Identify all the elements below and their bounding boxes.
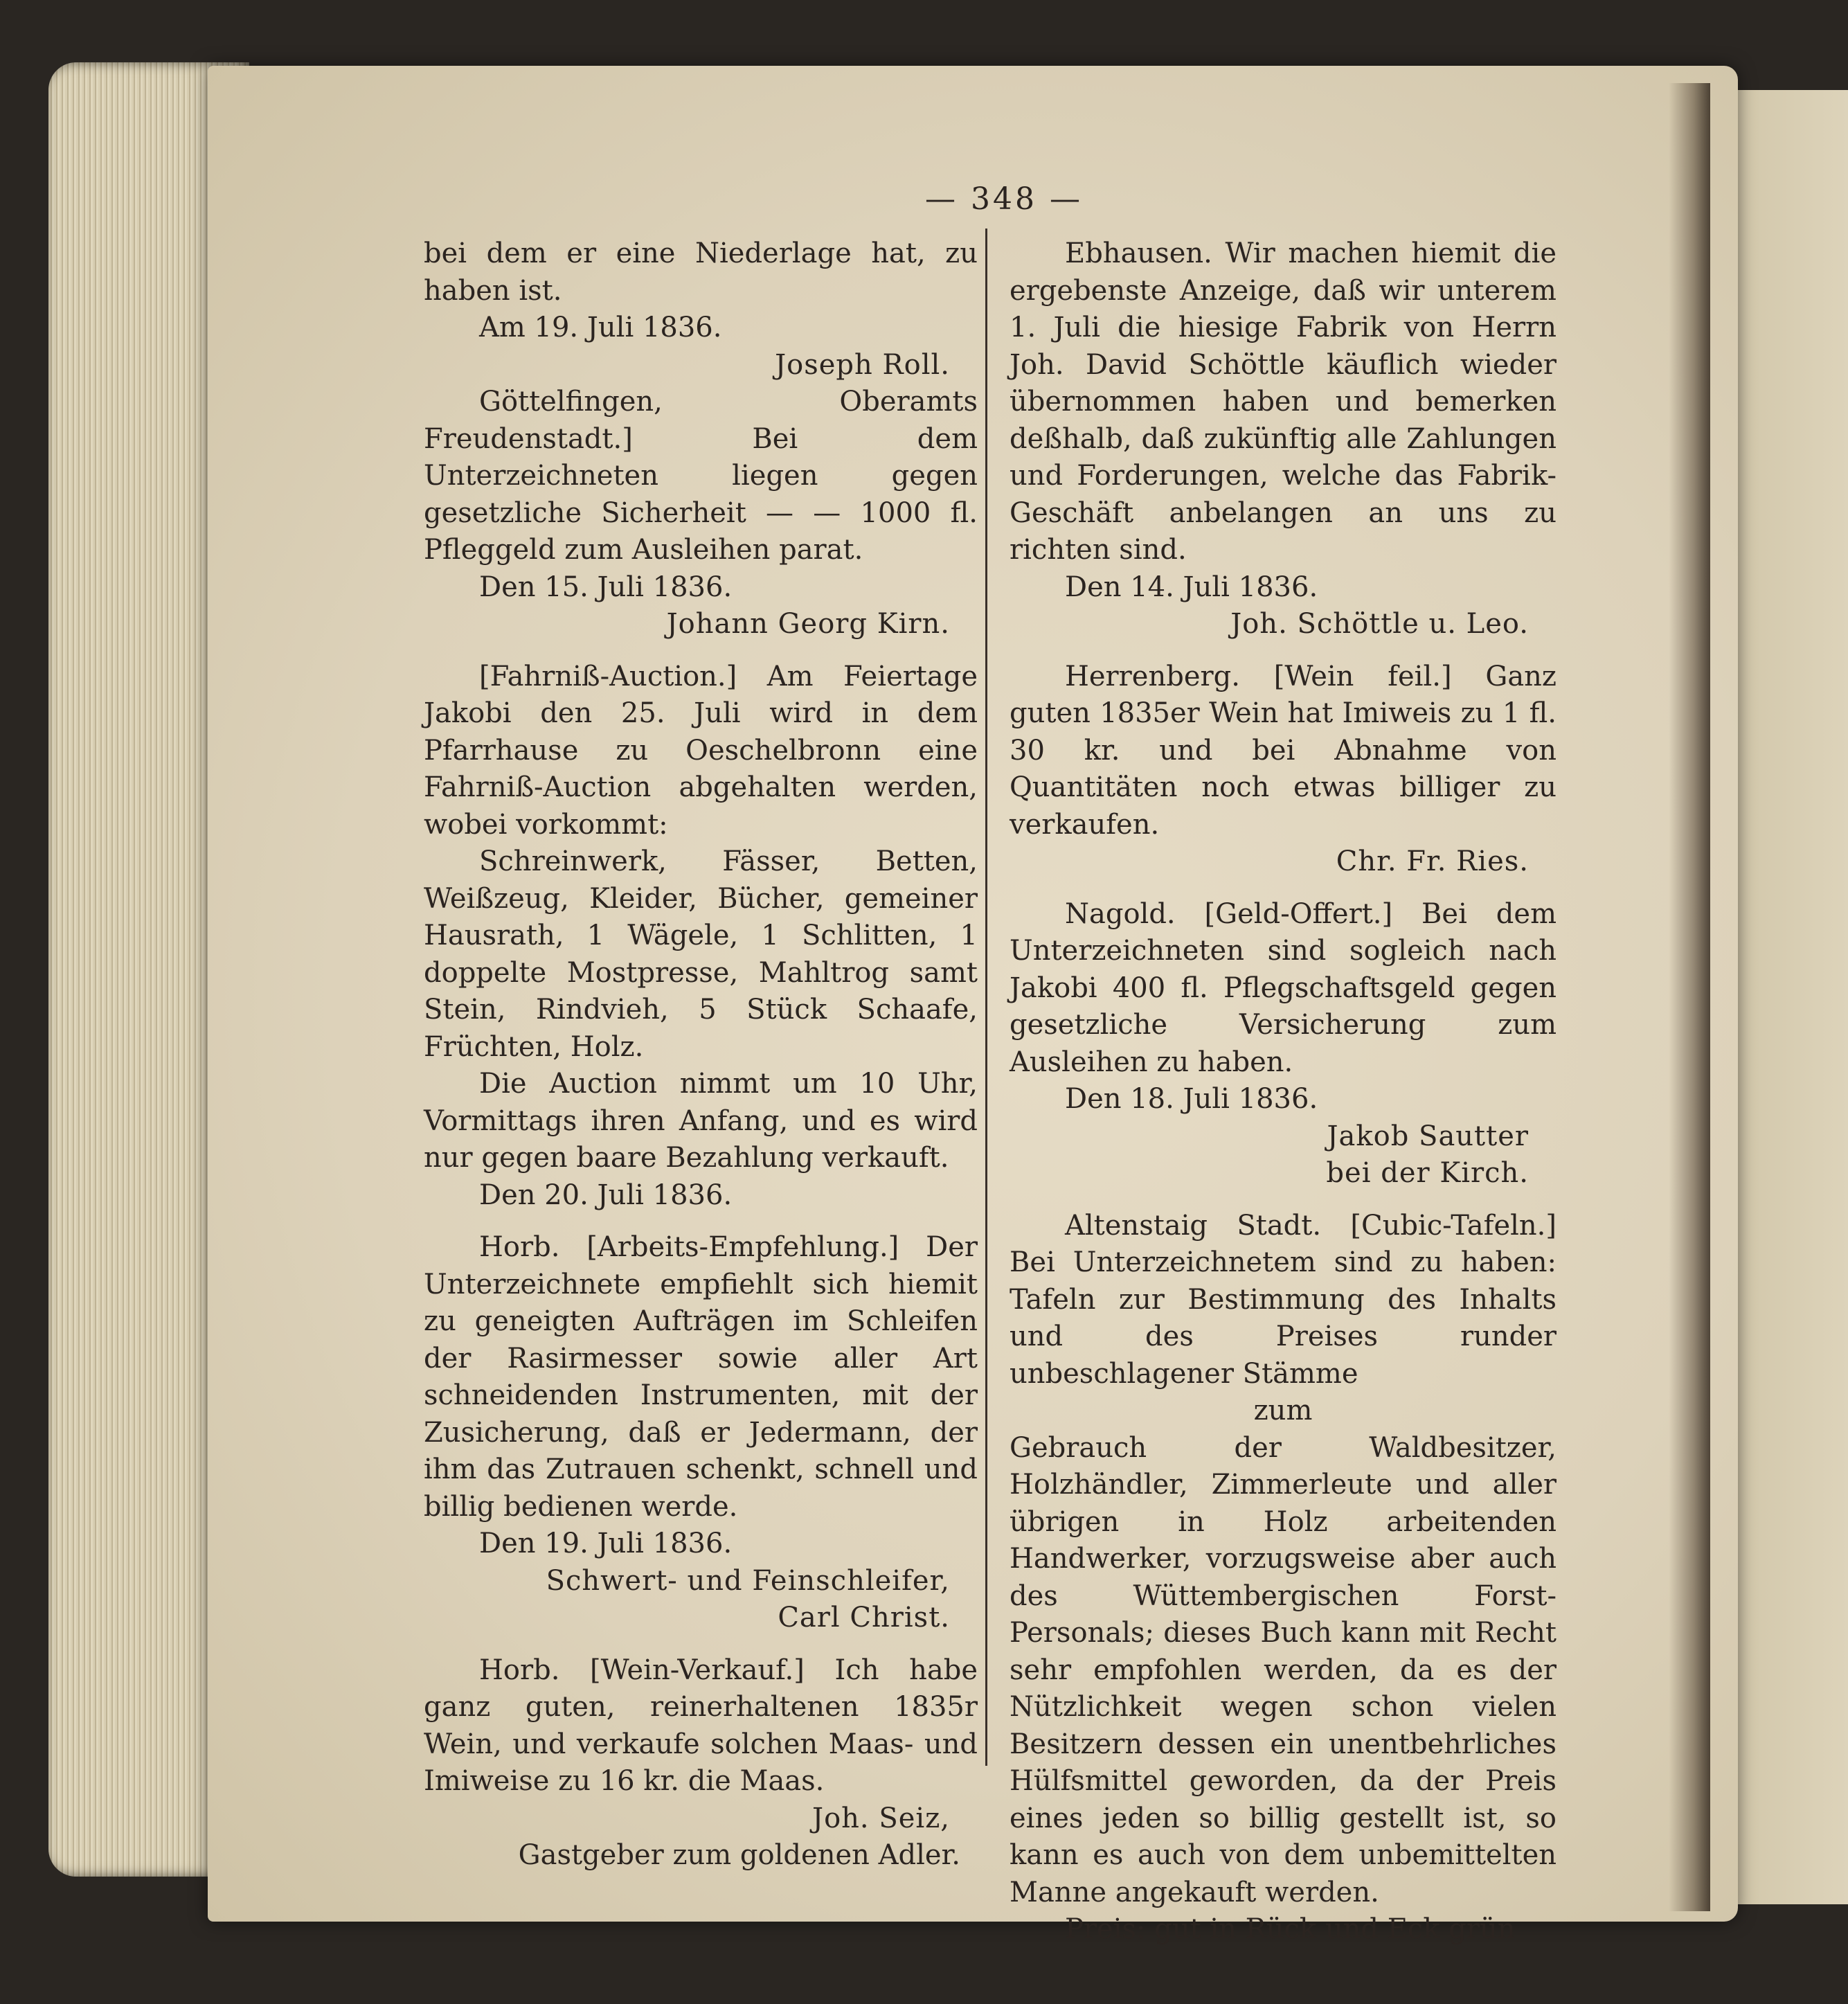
right-column-paragraph: Gebrauch der Waldbesitzer, Holzhändler, Zimmerleute und aller übrigen in Holz arbeitenden Handwerker, vorzugsweise aber auch des Wüttembergischen Forst-Personals; dieses Buch kann mit Recht sehr empfohlen werden, da es der Nützlichkeit wegen schon vielen Besitzern dessen ein unentbehrliches Hülfsmittel geworden, da der Preis eines jeden so billig gestellt ist, so kann es auch von dem unbemittelten Manne angekauft werden. <box>1010 1431 1557 1908</box>
right-column-paragraph: Den 14. Juli 1836. <box>1065 571 1318 603</box>
left-column <box>424 235 978 1875</box>
left-column-paragraph: Den 15. Juli 1836. <box>479 571 733 603</box>
left-column-paragraph: Carl Christ. <box>778 1602 950 1634</box>
left-column-paragraph: Den 19. Juli 1836. <box>479 1528 733 1559</box>
right-column-paragraph: Preis: gut in Rück und Eck grün <box>1065 1913 1516 1945</box>
right-column-paragraph: bei der Kirch. <box>1326 1157 1529 1189</box>
left-column-paragraph: Gastgeber zum goldenen Adler. <box>518 1839 960 1871</box>
right-column-paragraph: Jakob Sautter <box>1327 1120 1529 1152</box>
left-column-paragraph: Göttelfingen, Oberamts Freudenstadt.] Bei dem Unterzeichneten liegen gegen gesetzliche Sicherheit — — 1000 fl. Pfleggeld zum Ausleihen parat. <box>424 386 978 566</box>
right-column-paragraph: Ebhausen. Wir machen hiemit die ergebenste Anzeige, daß wir unterem 1. Juli die hiesige Fabrik von Herrn Joh. David Schöttle käuflich wieder übernommen haben und bemerken deßhalb, daß zukünftig alle Zahlungen und Forderungen, welche das Fabrik-Geschäft anbelangen an uns zu richten sind. <box>1010 238 1557 566</box>
right-column-paragraph: zum <box>1253 1395 1313 1426</box>
right-column-paragraph: Chr. Fr. Ries. <box>1336 846 1529 877</box>
column-divider <box>985 229 987 1766</box>
left-column-paragraph: Horb. [Wein-Verkauf.] Ich habe ganz guten, reinerhaltenen 1835r Wein, und verkaufe solchen Maas- und Imiweise zu 16 kr. die Maas. <box>424 1654 978 1797</box>
right-column-paragraph: Joh. Schöttle u. Leo. <box>1230 608 1529 640</box>
book-gutter-shadow <box>1669 83 1710 1911</box>
page-number: — 348 — <box>925 181 1083 217</box>
right-column-paragraph: Den 18. Juli 1836. <box>1065 1083 1318 1115</box>
left-column-paragraph: Joh. Seiz, <box>812 1802 950 1834</box>
right-column <box>1010 235 1557 1949</box>
left-column-paragraph: Den 20. Juli 1836. <box>479 1179 733 1211</box>
right-column-paragraph: Nagold. [Geld-Offert.] Bei dem Unterzeichneten sind sogleich nach Jakobi 400 fl. Pflegschaftsgeld gegen gesetzliche Versicherung zum Ausleihen zu haben. <box>1010 897 1557 1078</box>
left-column-paragraph: Johann Georg Kirn. <box>666 608 950 640</box>
left-column-paragraph: Joseph Roll. <box>775 348 950 381</box>
left-column-paragraph: Am 19. Juli 1836. <box>479 312 722 343</box>
right-column-paragraph: Altenstaig Stadt. [Cubic-Tafeln.] Bei Unterzeichnetem sind zu haben: Tafeln zur Bestimmung des Inhalts und des Preises runder unbeschlagener Stämme <box>1010 1209 1557 1390</box>
right-column-paragraph: Herrenberg. [Wein feil.] Ganz guten 1835er Wein hat Imiweis zu 1 fl. 30 kr. und bei Abnahme von Quantitäten noch etwas billiger zu verkaufen. <box>1010 660 1557 841</box>
left-column-paragraph: Schwert- und Feinschleifer, <box>546 1564 950 1597</box>
left-column-paragraph: Horb. [Arbeits-Empfehlung.] Der Unterzeichnete empfiehlt sich hiemit zu geneigten Aufträgen im Schleifen der Rasirmesser sowie aller Art schneidenden Instrumenten, mit der Zusicherung, daß er Jedermann, der ihm das Zutrauen schenkt, schnell und billig bedienen werde. <box>424 1231 978 1523</box>
left-column-paragraph: Die Auction nimmt um 10 Uhr, Vormittags ihren Anfang, und es wird nur gegen baare Bezahlung verkauft. <box>424 1068 978 1174</box>
left-column-paragraph: [Fahrniß-Auction.] Am Feiertage Jakobi den 25. Juli wird in dem Pfarrhause zu Oeschelbronn eine Fahrniß-Auction abgehalten werden, wobei vorkommt: <box>424 660 978 841</box>
left-column-paragraph: Schreinwerk, Fässer, Betten, Weißzeug, Kleider, Bücher, gemeiner Hausrath, 1 Wägele, 1 Schlitten, 1 doppelte Mostpresse, Mahltrog samt Stein, Rindvieh, 5 Stück Schaafe, Früchten, Holz. <box>424 846 978 1063</box>
left-column-paragraph: bei dem er eine Niederlage hat, zu haben ist. <box>424 238 978 307</box>
